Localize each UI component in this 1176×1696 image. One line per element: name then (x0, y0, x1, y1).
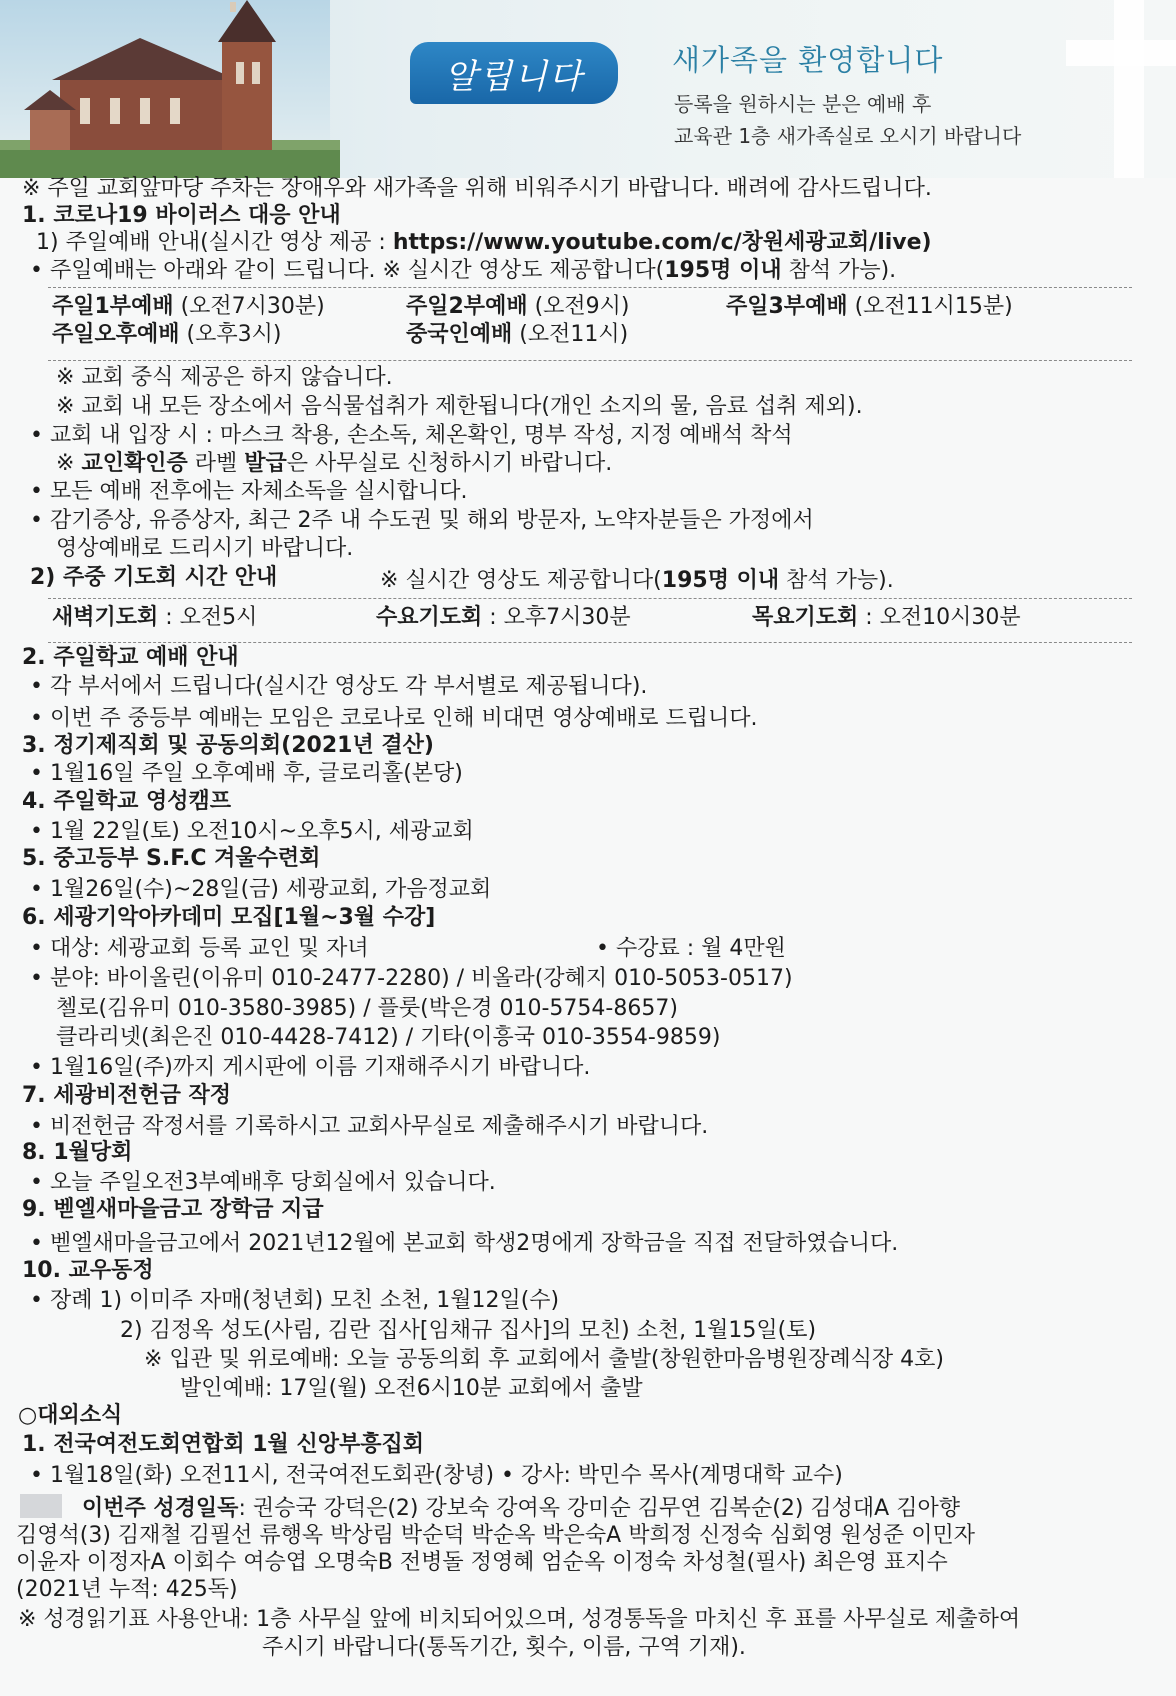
worship-time: (오전7시30분) (180, 294, 325, 319)
prayer-3 (752, 605, 1021, 631)
section-5-title: 5. 중고등부 S.F.C 겨울수련회 (22, 846, 321, 871)
s1-bullet1-text: • 주일예배는 아래와 같이 드립니다. ※ 실시간 영상도 제공합니다( (30, 258, 665, 283)
s1-sub1-text: 1) 주일예배 안내(실시간 영상 제공 : (36, 230, 386, 255)
s2-bullet1: • 각 부서에서 드립니다(실시간 영상도 각 부서별로 제공됩니다). (30, 674, 648, 699)
worship-3 (726, 294, 1013, 320)
note-prefix: ※ (56, 451, 82, 476)
s1-sub2: 2) 주중 기도회 시간 안내 (30, 565, 278, 590)
bible-names: : 권승국 강덕은(2) 강보숙 강여옥 강미순 김무연 김복순(2) 김성대A 김아향 (238, 1496, 960, 1521)
notice-badge: 알립니다 (410, 42, 618, 104)
external-title: 1. 전국여전도회연합회 1월 신앙부흥집회 (22, 1432, 424, 1457)
welcome-line-1: 등록을 원하시는 분은 예배 후 (674, 92, 932, 116)
worship-2 (406, 294, 630, 320)
s1-bullet1-bold: 195명 이내 (664, 258, 782, 283)
prayer-name: 수요기도회 (376, 605, 483, 630)
s1-note3 (56, 451, 612, 477)
divider (48, 642, 1132, 643)
s6-bullet2-line2: 첼로(김유미 010-3580-3985) / 플룻(박은경 010-5754-8657) (56, 996, 678, 1021)
bible-label: 이번주 성경일독 (82, 1496, 239, 1521)
s6-bullet1: • 대상: 세광교회 등록 교인 및 자녀 (30, 936, 369, 961)
youtube-link[interactable]: https://www.youtube.com/c/창원세광교회/live) (392, 230, 932, 255)
note-text: ※ 실시간 영상도 제공합니다( (380, 568, 662, 593)
s5-bullet1: • 1월26일(수)~28일(금) 세광교회, 가음정교회 (30, 877, 492, 902)
divider (48, 598, 1132, 599)
worship-time: (오후3시) (186, 322, 282, 347)
external-heading: ○대외소식 (18, 1403, 123, 1428)
prayer-name: 새벽기도회 (52, 605, 159, 630)
s9-bullet1: • 벧엘새마을금고에서 2021년12월에 본교회 학생2명에게 장학금을 직접 전달하였습니다. (30, 1231, 899, 1256)
note-text: 은 사무실로 신청하시기 바랍니다. (286, 451, 613, 476)
s1-bullet1 (30, 258, 896, 284)
s1-bullet3: • 모든 예배 전후에는 자체소독을 실시합니다. (30, 479, 468, 504)
s1-sub2-note (380, 568, 894, 594)
s1-bullet2: • 교회 내 입장 시 : 마스크 착용, 손소독, 체온확인, 명부 작성, 지정 예배석 착석 (30, 423, 793, 448)
s6-bullet3: • 1월16일(주)까지 게시판에 이름 기재해주시기 바랍니다. (30, 1055, 591, 1080)
bible-note1: ※ 성경읽기표 사용안내: 1층 사무실 앞에 비치되어있으며, 성경통독을 마치신 후 표를 사무실로 제출하여 (18, 1607, 1021, 1632)
worship-name: 주일1부예배 (52, 294, 174, 319)
redacted-block (20, 1494, 62, 1518)
section-10-title: 10. 교우동정 (22, 1258, 154, 1283)
worship-5 (406, 322, 628, 348)
note-bold: 발급 (244, 451, 287, 476)
section-4-title: 4. 주일학교 영성캠프 (22, 789, 231, 814)
prayer-time: : 오전10시30분 (858, 605, 1021, 630)
bible-line3: 이윤자 이정자A 이회수 여승엽 오명숙B 전병돌 정영혜 엄순옥 이정숙 차성철(필사) 최은영 표지수 (16, 1550, 948, 1575)
worship-time: (오전11시) (519, 322, 629, 347)
bible-line4: (2021년 누적: 425독) (16, 1577, 238, 1602)
divider (48, 287, 1132, 288)
note-text: 라벨 (187, 451, 245, 476)
bible-line2: 김영석(3) 김재철 김필선 류행옥 박상림 박순덕 박순옥 박은숙A 박희정 신정숙 심회영 원성준 이민자 (16, 1523, 975, 1548)
prayer-name: 목요기도회 (752, 605, 859, 630)
bible-note2: 주시기 바랍니다(통독기간, 횟수, 이름, 구역 기재). (262, 1635, 746, 1660)
worship-time: (오전11시15분) (854, 294, 1013, 319)
section-3-title: 3. 정기제직회 및 공동의회(2021년 결산) (22, 733, 434, 758)
parking-notice: ※ 주일 교회앞마당 주차는 장애우와 새가족을 위해 비워주시기 바랍니다. 배려에 감사드립니다. (22, 176, 932, 201)
cross-icon (1066, 0, 1176, 178)
s10-bullet2: 2) 김정옥 성도(사림, 김란 집사[임채규 집사]의 모친) 소천, 1월15일(토) (120, 1318, 817, 1343)
section-1-title: 1. 코로나19 바이러스 대응 안내 (22, 203, 341, 228)
church-illustration (0, 0, 340, 178)
worship-4 (52, 322, 281, 348)
s1-sub1 (36, 230, 932, 256)
s10-bullet3: ※ 입관 및 위로예배: 오늘 공동의회 후 교회에서 출발(창원한마음병원장례식장 4호) (144, 1347, 945, 1372)
section-7-title: 7. 세광비전헌금 작정 (22, 1083, 231, 1108)
s10-bullet1: • 장례 1) 이미주 자매(청년회) 모친 소천, 1월12일(수) (30, 1288, 560, 1313)
header-banner (0, 0, 1176, 178)
s8-bullet1: • 오늘 주일오전3부예배후 당회실에서 있습니다. (30, 1170, 496, 1195)
s6-bullet2-line3: 클라리넷(최은진 010-4428-7412) / 기타(이흥국 010-3554-9859) (56, 1025, 721, 1050)
prayer-time: : 오후7시30분 (482, 605, 631, 630)
section-8-title: 8. 1월당회 (22, 1140, 133, 1165)
s10-bullet4: 발인예배: 17일(월) 오전6시10분 교회에서 출발 (180, 1376, 643, 1401)
section-2-title: 2. 주일학교 예배 안내 (22, 645, 239, 670)
divider (48, 360, 1132, 361)
s1-bullet1-end: 참석 가능). (781, 258, 897, 283)
worship-name: 주일오후예배 (52, 322, 180, 347)
s7-bullet1: • 비전헌금 작정서를 기록하시고 교회사무실로 제출해주시기 바랍니다. (30, 1114, 709, 1139)
s6-bullet2: • 분야: 바이올린(이유미 010-2477-2280) / 비올라(강혜지 010-5053-0517) (30, 966, 793, 991)
note-bold: 교인확인증 (81, 451, 188, 476)
prayer-2 (376, 605, 631, 631)
worship-name: 주일3부예배 (726, 294, 848, 319)
s2-bullet2: • 이번 주 중등부 예배는 모임은 코로나로 인해 비대면 영상예배로 드립니다. (30, 706, 758, 731)
prayer-1 (52, 605, 257, 631)
worship-time: (오전9시) (534, 294, 630, 319)
s3-bullet1: • 1월16일 주일 오후예배 후, 글로리홀(본당) (30, 761, 463, 786)
s1-note1: ※ 교회 중식 제공은 하지 않습니다. (56, 365, 393, 390)
s1-bullet4-cont: 영상예배로 드리시기 바랍니다. (56, 536, 354, 561)
bible-line1 (82, 1496, 960, 1522)
worship-name: 주일2부예배 (406, 294, 528, 319)
external-bullet1: • 1월18일(화) 오전11시, 전국여전도회관(창녕) • 강사: 박민수 목사(계명대학 교수) (30, 1463, 843, 1488)
worship-1 (52, 294, 325, 320)
s6-fee: • 수강료 : 월 4만원 (596, 936, 786, 961)
section-6-title: 6. 세광기악아카데미 모집[1월~3월 수강] (22, 905, 436, 930)
prayer-time: : 오전5시 (158, 605, 258, 630)
s1-bullet4: • 감기증상, 유증상자, 최근 2주 내 수도권 및 해외 방문자, 노약자분들은 가정에서 (30, 508, 814, 533)
welcome-line-2: 교육관 1층 새가족실로 오시기 바랍니다 (674, 124, 1022, 148)
worship-name: 중국인예배 (406, 322, 513, 347)
note-bold: 195명 이내 (661, 568, 780, 593)
s1-note2: ※ 교회 내 모든 장소에서 음식물섭취가 제한됩니다(개인 소지의 물, 음료 섭취 제외). (56, 394, 863, 419)
note-text: 참석 가능). (779, 568, 894, 593)
s4-bullet1: • 1월 22일(토) 오전10시~오후5시, 세광교회 (30, 819, 474, 844)
welcome-title: 새가족을 환영합니다 (672, 43, 944, 77)
section-9-title: 9. 벧엘새마을금고 장학금 지급 (22, 1197, 324, 1222)
